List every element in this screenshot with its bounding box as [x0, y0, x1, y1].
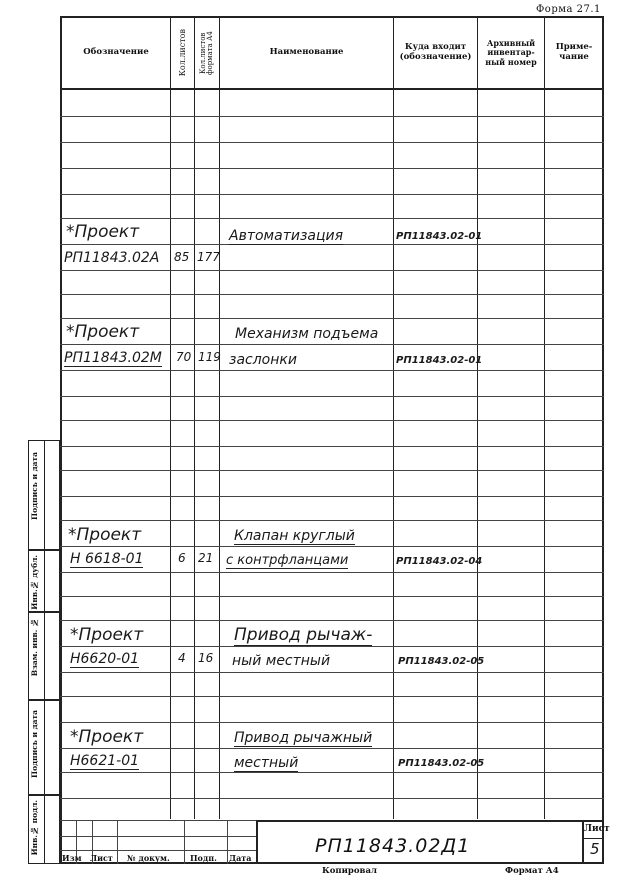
- row-line: [60, 546, 604, 547]
- row-line: [60, 142, 604, 143]
- header-bottom-rule: [60, 88, 604, 90]
- sheet-number: 5: [590, 840, 600, 858]
- row-line: [60, 646, 604, 647]
- form-label: Форма 27.1: [536, 4, 601, 15]
- sheets-cell: 85: [174, 250, 190, 264]
- designation-cell: *Проект: [70, 727, 144, 747]
- designation-cell: *Проект: [70, 625, 144, 645]
- row-line: [60, 318, 604, 319]
- row-line: [60, 116, 604, 117]
- row-line: [60, 722, 604, 723]
- tb-list: Лист: [90, 853, 113, 863]
- designation-cell: *Проект: [68, 525, 142, 545]
- sheets-cell: 70: [176, 350, 192, 364]
- a4-cell: 16: [198, 651, 214, 665]
- header-a4-cell: [195, 18, 219, 88]
- header-a4-sheets: Кол.листов формата А4: [199, 31, 214, 75]
- row-line: [60, 620, 604, 621]
- side-divider: [44, 440, 45, 864]
- header-where-used: Куда входит (обозначение): [399, 42, 472, 62]
- sheets-cell: 6: [178, 551, 186, 565]
- row-line: [60, 748, 604, 749]
- designation-cell: Н 6618-01: [70, 551, 144, 567]
- document-code: РП11843.02Д1: [315, 835, 471, 857]
- header-designation: Обозначение: [83, 47, 149, 58]
- row-line: [60, 344, 604, 345]
- row-line: [60, 572, 604, 573]
- designation-cell: РП11843.02М: [64, 350, 162, 366]
- col-divider: [544, 16, 545, 819]
- row-line: [60, 520, 604, 521]
- col-divider: [170, 16, 171, 819]
- row-line: [60, 370, 604, 371]
- where-cell: РП11843.02-04: [396, 556, 483, 567]
- row-line: [60, 798, 604, 799]
- name-cell: Механизм подъема: [235, 326, 379, 342]
- row-line: [60, 470, 604, 471]
- side-label: Взам. инв. №: [30, 618, 39, 677]
- header-name: Наименование: [269, 47, 344, 58]
- title-col: [227, 820, 228, 864]
- title-col: [184, 820, 185, 864]
- name-cell: с контрфланцами: [226, 553, 349, 568]
- designation-cell: *Проект: [66, 322, 140, 342]
- designation-cell: *Проект: [66, 222, 140, 242]
- tb-sign: Подп.: [190, 853, 217, 863]
- side-label: Подпись и дата: [30, 452, 39, 520]
- a4-cell: 177: [197, 250, 220, 264]
- name-cell: Автоматизация: [229, 228, 344, 244]
- designation-cell: Н6620-01: [70, 651, 140, 667]
- row-line: [60, 496, 604, 497]
- header-archive: Архивный инвентар-ный номер: [485, 38, 537, 67]
- row-line: [60, 446, 604, 447]
- designation-cell: РП11843.02А: [64, 250, 160, 266]
- footer-copied: Копировал: [322, 866, 377, 876]
- tb-doc: № докум.: [127, 853, 170, 863]
- name-cell: ный местный: [232, 653, 331, 669]
- row-line: [60, 194, 604, 195]
- sheet-divider: [582, 838, 604, 839]
- title-divider: [256, 820, 258, 864]
- name-cell: заслонки: [229, 352, 297, 368]
- tb-izm: Изм: [62, 853, 82, 863]
- row-line: [60, 672, 604, 673]
- title-top: [256, 820, 604, 822]
- where-cell: РП11843.02-01: [396, 355, 483, 366]
- row-line: [60, 772, 604, 773]
- row-line: [60, 168, 604, 169]
- row-line: [60, 596, 604, 597]
- row-line: [60, 270, 604, 271]
- title-col: [117, 820, 118, 864]
- name-cell: Привод рычажный: [234, 730, 373, 746]
- col-divider: [393, 16, 394, 819]
- where-cell: РП11843.02-05: [398, 758, 485, 769]
- sheet-label: Лист: [584, 824, 610, 834]
- header-sheets: Кол.листов: [177, 29, 187, 77]
- row-line: [60, 696, 604, 697]
- tb-date: Дата: [229, 853, 252, 863]
- designation-cell: Н6621-01: [70, 753, 140, 769]
- a4-cell: 119: [198, 350, 221, 364]
- name-cell: местный: [234, 755, 299, 771]
- name-cell: Привод рычаж-: [234, 625, 373, 645]
- col-divider: [477, 16, 478, 819]
- name-cell: Клапан круглый: [234, 528, 355, 544]
- sheets-cell: 4: [178, 651, 186, 665]
- col-divider: [219, 16, 220, 819]
- header-sheets-cell: [171, 18, 194, 88]
- where-cell: РП11843.02-01: [396, 231, 483, 242]
- side-label: Инв.№ подл.: [30, 800, 39, 856]
- row-line: [60, 396, 604, 397]
- a4-cell: 21: [198, 551, 214, 565]
- row-line: [60, 218, 604, 219]
- where-cell: РП11843.02-05: [398, 656, 485, 667]
- header-note: Приме-чание: [555, 42, 593, 62]
- row-line: [60, 420, 604, 421]
- side-label: Инв.№ дубл.: [30, 555, 39, 610]
- col-divider: [194, 16, 195, 819]
- row-line: [60, 294, 604, 295]
- footer-format: Формат А4: [505, 866, 559, 876]
- side-label: Подпись и дата: [30, 710, 39, 778]
